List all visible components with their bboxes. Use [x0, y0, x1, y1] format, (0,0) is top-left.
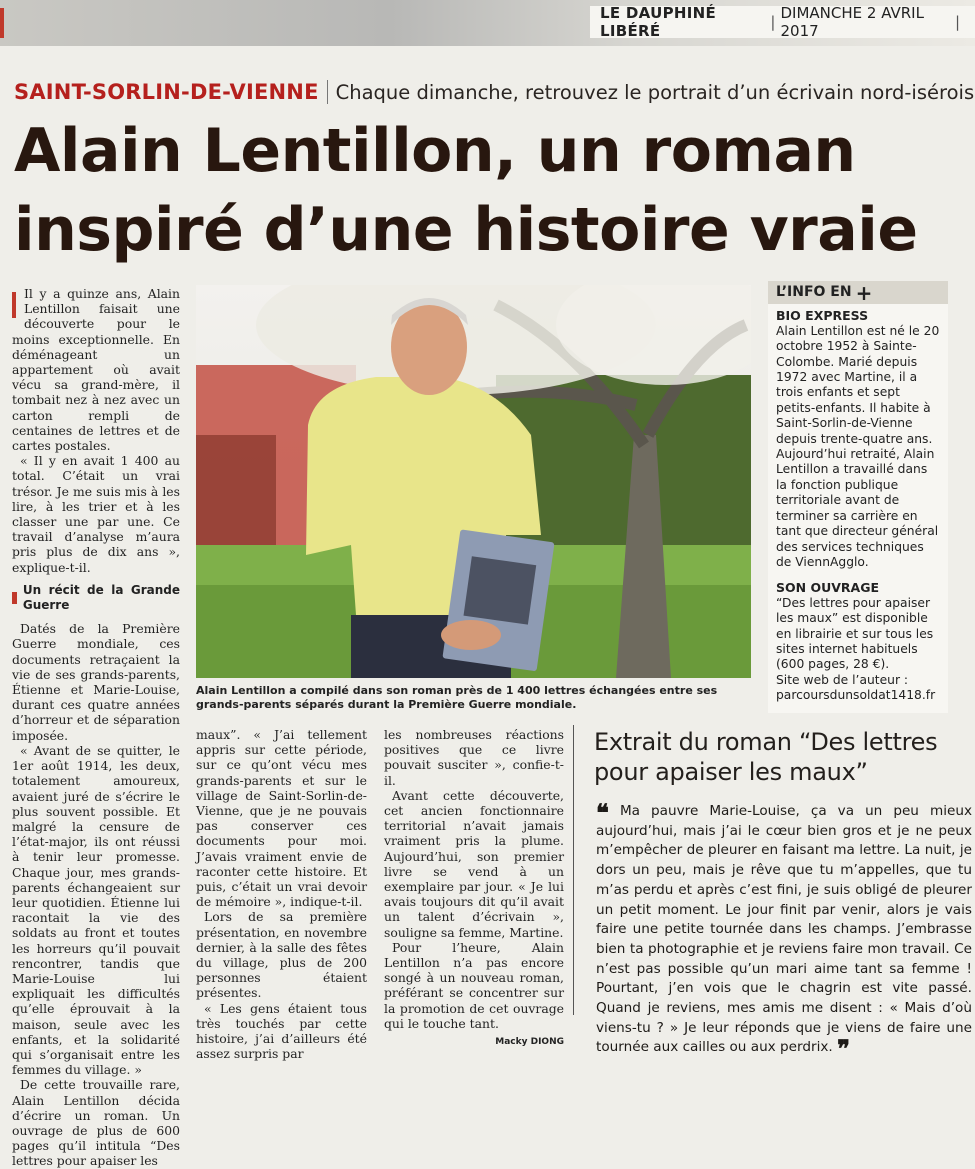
paragraph: Lors de sa première présentation, en novembre dernier, à la salle des fêtes du village, plus de 200 personnes étaient présentes. — [196, 909, 367, 1001]
headline — [14, 112, 964, 270]
website-label: Site web de l’auteur : — [776, 672, 909, 687]
masthead: LE DAUPHINÉ LIBÉRÉ | DIMANCHE 2 AVRIL 2017 | — [590, 6, 975, 38]
paragraph: « Les gens étaient tous très touchés par cette histoire, j’ai d’ailleurs été assez surpris par — [196, 1000, 367, 1062]
bio-title: BIO EXPRESS — [776, 308, 869, 324]
paragraph: Il y a quinze ans, Alain Lentillon faisait une découverte pour le moins exceptionnelle. En déménageant un appartement où avait vécu sa grand-mère, il tombait nez à nez avec un carton rempli de centaines de lettres et de cartes postales. — [12, 286, 180, 454]
dropcap-bar — [12, 292, 16, 318]
open-quote-icon: ❝ — [596, 798, 609, 827]
section-subhead — [12, 583, 180, 613]
headline-line-1: Alain Lentillon, un roman — [14, 116, 856, 186]
column-divider — [573, 725, 574, 1015]
subhead-text: Un récit de la Grande Guerre — [22, 582, 180, 613]
kicker — [14, 80, 974, 104]
bio-text: Alain Lentillon est né le 20 octobre 1952 à Sainte-Colombe. Marié depuis 1972 avec Martine, il a trois enfants et sept petits-enfants. Il habite à Saint-Sorlin-de-Vienne depuis trente-quatre ans. Aujourd’hui retraité, Alain Lentillon a travaillé dans la fonction publique territoriale avant de terminer sa carrière en tant que directeur général des services techniques de ViennAgglo. — [776, 323, 940, 569]
sidebar-title: L’INFO EN — [776, 284, 852, 300]
paragraph: maux”. « J’ai tellement appris sur cette période, sur ce qu’ont vécu mes grands-parents et sur le village de Saint-Sorlin-de-Vienne, que je ne pouvais pas conserver ces documents pour moi. J’avais vraiment envie de raconter cette histoire. Et puis, c’était un vrai devoir de mémoire », indique-t-il. — [196, 727, 367, 910]
paragraph: De cette trouvaille rare, Alain Lentillon décida d’écrire un roman. Un ouvrage de plus de 600 pages qu’il intitula “Des lettres pour apaiser les — [12, 1077, 180, 1169]
headline-line-2: inspiré d’une histoire vraie — [14, 195, 918, 265]
edge-marker — [0, 8, 4, 38]
paragraph: les nombreuses réactions positives que ce livre pouvait susciter », confie-t-il. — [384, 727, 564, 788]
issue-date: DIMANCHE 2 AVRIL 2017 — [780, 4, 924, 40]
paragraph: « Avant de se quitter, le 1er août 1914, les deux, totalement amoureux, avaient juré de s’écrire le plus souvent possible. Et malgré la censure de l’état-major, ils ont réussi à tenir leur promesse. Chaque jour, mes grands-parents échangeaient sur leur quotidien. Étienne lui racontait la vie des soldats au front et toutes les horreurs qu’il pouvait rencontrer, tandis que Marie-Louise lui expliquait les difficultés qu’elle éprouvait à la maison, seule avec les enfants, et la solidarité qui s’organisait entre les femmes du village. » — [12, 742, 180, 1078]
book-text: “Des lettres pour apaiser les maux” est disponible en librairie et sur tous les sites internet habituels (600 pages, 28 €). — [776, 595, 934, 672]
newspaper-name: LE DAUPHINÉ LIBÉRÉ — [600, 4, 717, 40]
portrait-photo — [196, 285, 751, 678]
plus-icon: + — [855, 280, 873, 305]
close-quote-icon: ❞ — [837, 1034, 851, 1064]
paragraph: « Il y en avait 1 400 au total. C’était un vrai trésor. Je me suis mis à les lire, à les trier et à les classer une par une. Ce travail d’analyse m’aura pris plus de dix ans », explique-t-il. — [12, 453, 180, 575]
website-link[interactable]: parcoursdunsoldat1418.fr — [776, 688, 936, 703]
kicker-divider — [327, 80, 328, 104]
article-column-3 — [384, 727, 564, 1050]
extract-quote — [596, 798, 972, 1064]
article-column-2 — [196, 727, 367, 1061]
info-sidebar — [768, 281, 948, 713]
photo-caption: Alain Lentillon a compilé dans son roman près de 1 400 lettres échangées entre ses grands-parents séparés durant la Première Guerre mondiale. — [196, 684, 718, 711]
subhead-marker — [12, 592, 17, 604]
extract-text: Ma pauvre Marie-Louise, ça va un peu mieux aujourd’hui, mais j’ai le cœur bien gros et je ne peux m’empêcher de pleurer en faisant ma lettre. La nuit, je dors un peu, mais je rêve que tu m’appelles, que tu m’as perdu et après c’est fini, je suis obligé de pleurer un petit moment. Le jour finit par venir, alors je vais faire une petite tournée dans les champs. J’embrasse bien ta photographie et je reviens faire mon travail. Ce n’est pas possible qu’un mari aime tant sa femme ! Pourtant, j’en vois que le chagrin est vite passé. Quand je reviens, mes amis me disent : « Mais d’où viens-tu ? » Je leur réponds que je viens de faire une tournée aux cailles ou aux perdrix. — [596, 803, 972, 1056]
author-signature: Macky DIONG — [495, 1037, 564, 1048]
paragraph: Avant cette découverte, cet ancien fonctionnaire territorial n’avait jamais vraiment pris la plume. Aujourd’hui, son premier livre se vend à un exemplaire par jour. « Je lui avais toujours dit qu’il avait un talent d’écrivain », souligne sa femme, Martine. — [384, 787, 564, 940]
sidebar-header — [768, 281, 948, 304]
series-subtitle: Chaque dimanche, retrouvez le portrait d’un écrivain nord-isérois — [335, 80, 975, 104]
article-column-1 — [12, 286, 180, 1169]
paragraph: Pour l’heure, Alain Lentillon n’a pas encore songé à un nouveau roman, préférant se concentrer sur la promotion de cet ouvrage qui le touche tant. — [384, 939, 564, 1031]
paragraph: Datés de la Première Guerre mondiale, ces documents retraçaient la vie de ses grands-parents, Étienne et Marie-Louise, durant ces quatre années d’horreur et de séparation imposée. — [12, 621, 180, 743]
extract-title: Extrait du roman “Des lettres pour apaiser les maux” — [594, 728, 938, 786]
book-title: SON OUVRAGE — [776, 580, 879, 596]
location-label: SAINT-SORLIN-DE-VIENNE — [14, 80, 319, 104]
